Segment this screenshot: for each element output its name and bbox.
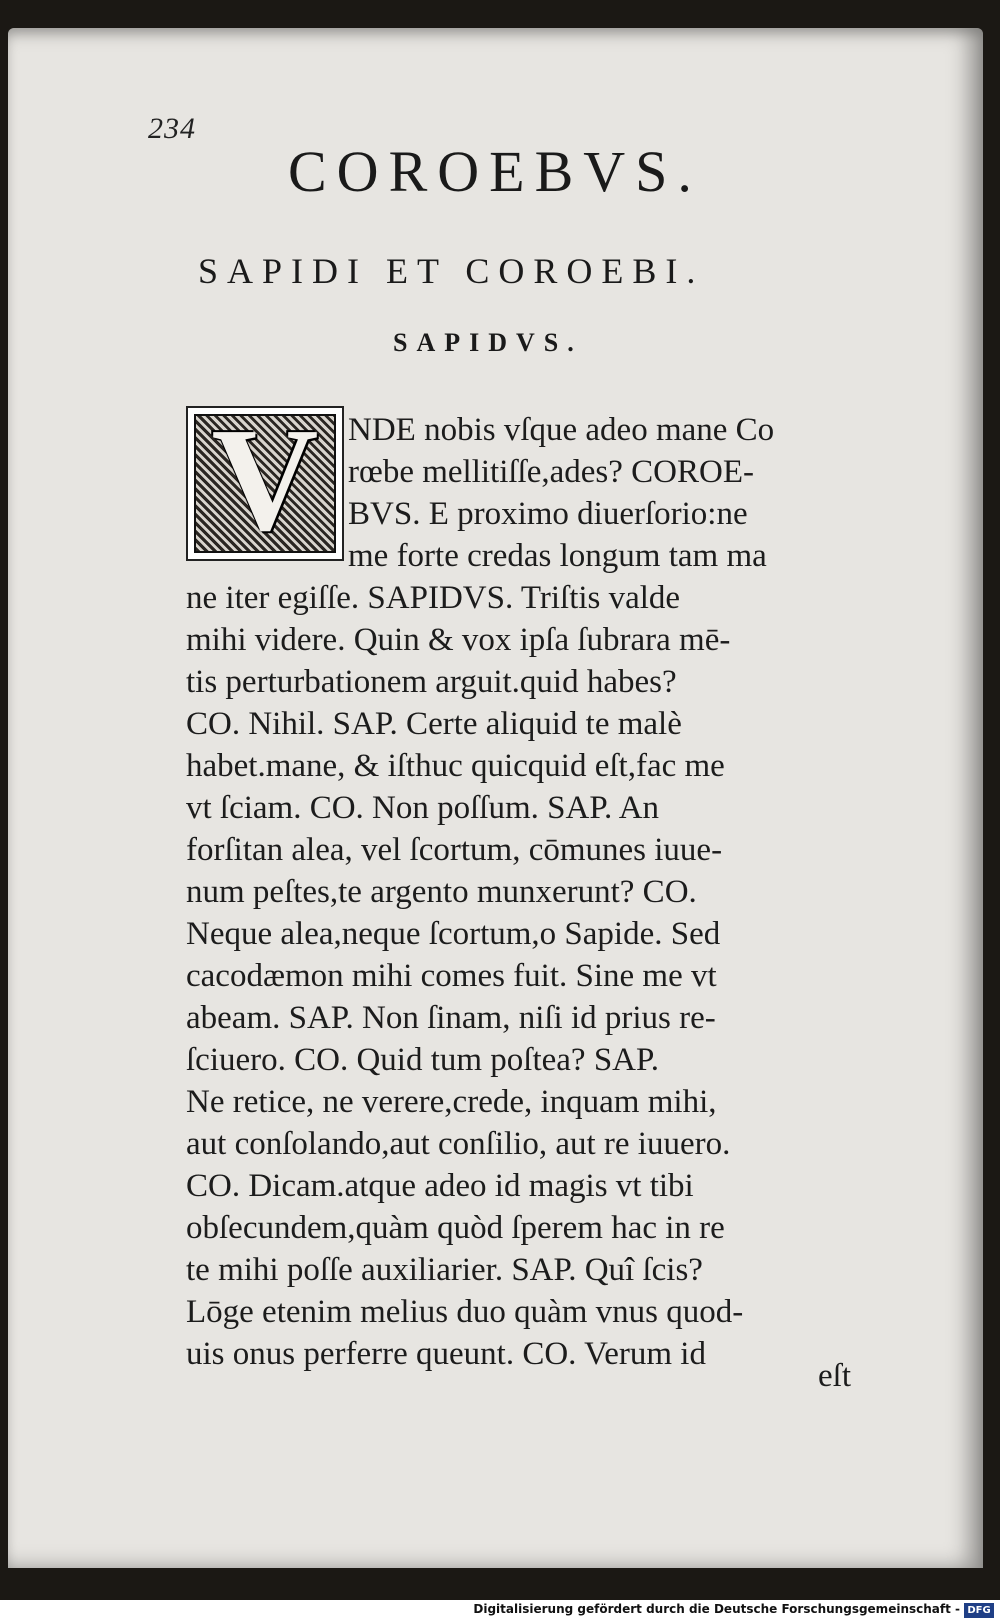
page-number: 234 (148, 112, 196, 145)
text-line: habet.mane, & iſthuc quicquid eſt,fac me (186, 748, 725, 784)
text-line: Neque alea,neque ſcortum,o Sapide. Sed (186, 916, 721, 952)
text-line: Lōge etenim melius duo quàm vnus quod- (186, 1294, 744, 1330)
text-line: NDE nobis vſque adeo mane Co (348, 412, 775, 448)
text-line: ne iter egiſſe. SAPIDVS. Triſtis valde (186, 580, 681, 616)
text-line: num peſtes,te argento munxerunt? CO. (186, 874, 697, 910)
text-line: te mihi poſſe auxiliarier. SAP. Quî ſcis? (186, 1252, 703, 1288)
text-line: abeam. SAP. Non ſinam, niſi id prius re- (186, 1000, 716, 1036)
text-line: obſecundem,quàm quòd ſperem hac in re (186, 1210, 725, 1246)
text-line: aut conſolando,aut conſilio, aut re iuuero. (186, 1126, 731, 1162)
footer-credit: Digitalisierung gefördert durch die Deutsche Forschungsgemeinschaft - (473, 1602, 960, 1616)
text-line: ſciuero. CO. Quid tum poſtea? SAP. (186, 1042, 659, 1078)
text-line: rœbe mellitiſſe,ades? COROE- (348, 454, 754, 490)
text-line: CO. Dicam.atque adeo id magis vt tibi (186, 1168, 694, 1204)
text-line: cacodæmon mihi comes fuit. Sine me vt (186, 958, 717, 994)
footer-bar (0, 1600, 1000, 1622)
text-line: uis onus perferre queunt. CO. Verum id (186, 1336, 706, 1372)
text-line: mihi videre. Quin & vox ipſa ſubrara mē- (186, 622, 731, 658)
text-line: forſitan alea, vel ſcortum, cōmunes iuue- (186, 832, 723, 868)
book-page (8, 28, 983, 1568)
initial-letter: V (211, 398, 319, 562)
text-line: CO. Nihil. SAP. Certe aliquid te malè (186, 706, 682, 742)
heading-title: SAPIDI ET COROEBI. (198, 251, 705, 291)
decorated-initial (186, 398, 344, 562)
text-line: me forte credas longum tam ma (348, 538, 767, 574)
text-line: tis perturbationem arguit.quid habes? (186, 664, 677, 700)
catchword: eſt (818, 1358, 851, 1394)
dfg-logo-icon: DFG (964, 1603, 994, 1618)
text-line: Ne retice, ne verere,crede, inquam mihi, (186, 1084, 717, 1120)
heading-speaker: SAPIDVS. (393, 328, 583, 357)
running-title: COROEBVS. (288, 139, 702, 204)
text-line: BVS. E proximo diuerſorio:ne (348, 496, 748, 532)
text-line: vt ſciam. CO. Non poſſum. SAP. An (186, 790, 660, 826)
